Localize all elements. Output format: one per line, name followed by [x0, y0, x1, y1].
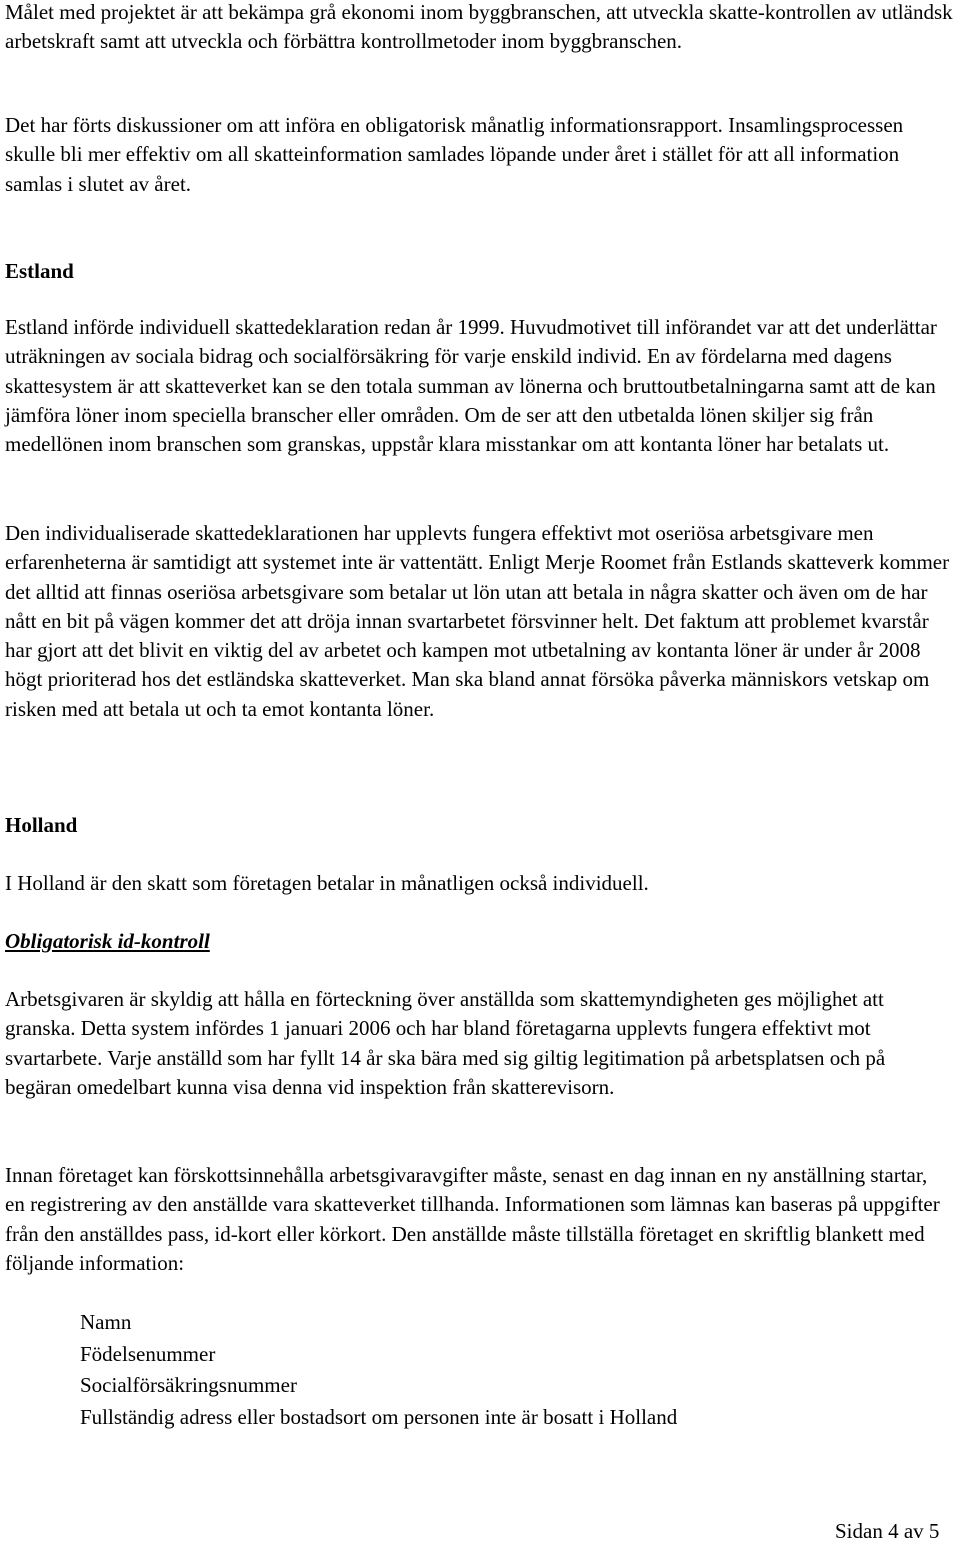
- id-kontroll-paragraph-2: Innan företaget kan förskottsinnehålla arbetsgivaravgifter måste, senast en dag innan en ny anställning startar, en registrering av den anställde vara skatteverket tillhanda. Informationen som lämnas kan baseras på uppgifter från den anställdes pass, id-kort eller körkort. Den anställde måste tillställa företaget en skriftlig blankett med följande information:: [5, 1163, 940, 1275]
- id-kontroll-paragraph-1: Arbetsgivaren är skyldig att hålla en förteckning över anställda som skattemyndigheten ges möjlighet att granska. Detta system infördes 1 januari 2006 och har bland företagarna upplevts fungera effektivt mot svartarbete. Varje anställd som har fyllt 14 år ska bära med sig giltig legitimation på arbetsplatsen och på begäran omedelbart kunna visa denna vid inspektion från skatterevisorn.: [5, 987, 886, 1099]
- intro-paragraph: Målet med projektet är att bekämpa grå ekonomi inom byggbranschen, att utveckla skatte-kontrollen av utländsk arbetskraft samt att utveckla och förbättra kontrollmetoder inom byggbranschen.: [5, 0, 953, 54]
- list-item: Socialförsäkringsnummer: [80, 1373, 297, 1397]
- estland-paragraph-2: Den individualiserade skattedeklarationen har upplevts fungera effektivt mot oseriösa arbetsgivare men erfarenheterna är samtidigt att systemet inte är vattentätt. Enligt Merje Roomet från Estlands skatteverk kommer det alltid att finnas oseriösa arbetsgivare som betalar ut lön utan att betala in några skatter och även om de har nått en bit på vägen kommer det att dröja innan svartarbetet försvinner helt. Det faktum att problemet kvarstår har gjort att det blivit en viktig del av arbetet och kampen mot utbetalning av kontanta löner är under år 2008 högt prioriterad hos det estländska skatteverket. Man ska bland annat försöka påverka människors vetskap om risken med att betala ut och ta emot kontanta löner.: [5, 521, 950, 721]
- diskussion-paragraph: Det har förts diskussioner om att införa en obligatorisk månatlig informationsrapport. Insamlingsprocessen skulle bli mer effektiv om all skatteinformation samlades löpande under året i stället för att all information samlas i slutet av året.: [5, 113, 904, 196]
- list-item: Födelsenummer: [80, 1341, 216, 1366]
- section-heading-id-kontroll: Obligatorisk id-kontroll: [5, 929, 210, 953]
- required-information-list: [80, 1307, 677, 1433]
- estland-paragraph-1: Estland införde individuell skattedeklaration redan år 1999. Huvudmotivet till införandet var att det underlättar uträkningen av sociala bidrag och socialförsäkring för varje enskild individ. En av fördelarna med dagens skattesystem är att skatteverket kan se den totala summan av lönerna och bruttoutbetalningarna samt att de kan jämföra löner inom speciella branscher eller områden. Om de ser att den utbetalda lönen skiljer sig från medellönen inom branschen som granskas, uppstår klara misstankar om att kontanta löner har betalats ut.: [5, 315, 937, 457]
- section-heading-holland: Holland: [5, 813, 78, 837]
- list-item: Namn: [80, 1310, 132, 1334]
- page-number: Sidan 4 av 5: [835, 1519, 940, 1543]
- list-item: Fullständig adress eller bostadsort om personen inte är bosatt i Holland: [80, 1404, 678, 1429]
- holland-paragraph: I Holland är den skatt som företagen betalar in månatligen också individuell.: [5, 871, 649, 895]
- section-heading-estland: Estland: [5, 259, 74, 283]
